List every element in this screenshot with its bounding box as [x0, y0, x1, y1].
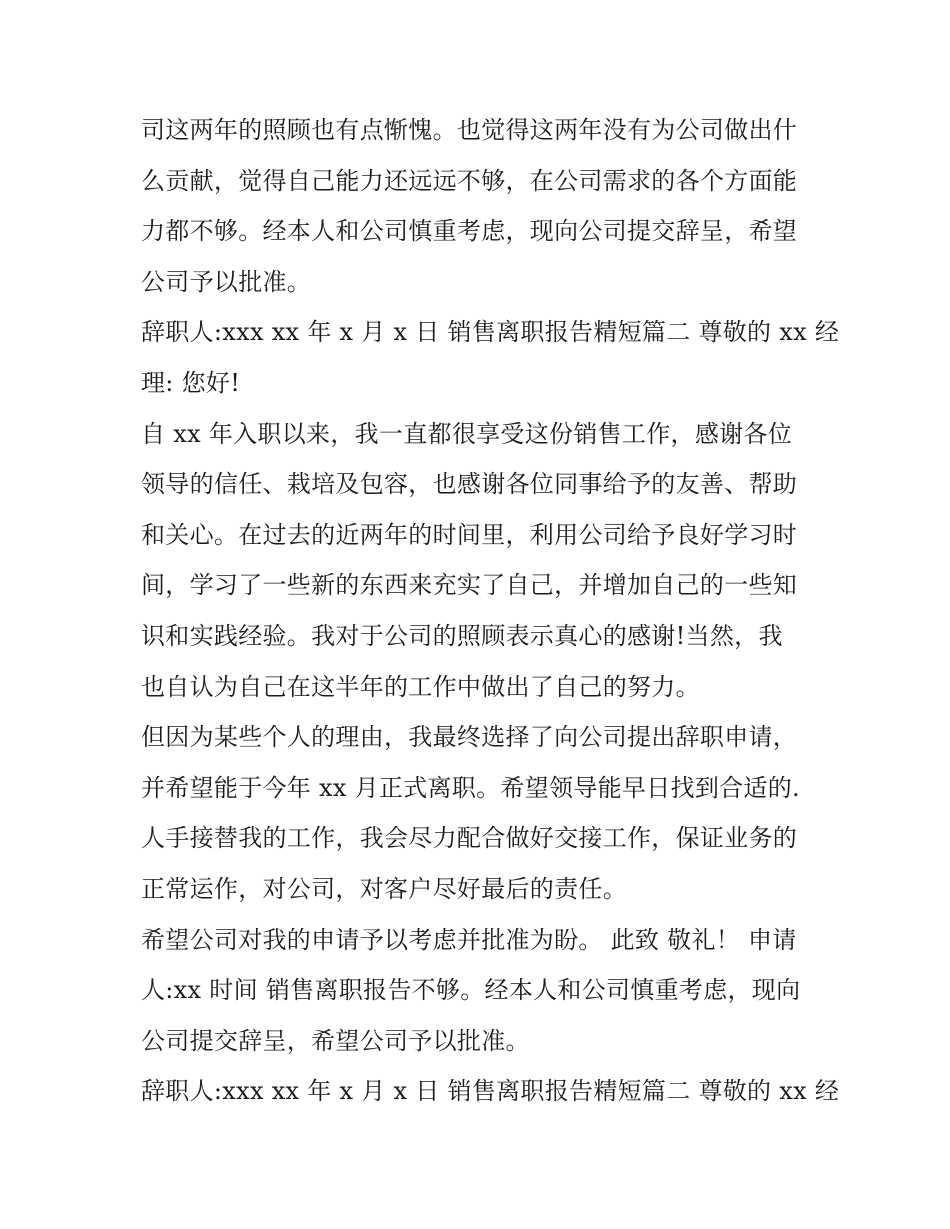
text-line: 人:xx 时间 销售离职报告不够。经本人和公司慎重考虑，现向	[141, 976, 801, 1005]
text-line: 也自认为自己在这半年的工作中做出了自己的努力。	[141, 672, 700, 701]
text-line: 辞职人:xxx xx 年 x 月 x 日 销售离职报告精短篇二 尊敬的 xx 经	[141, 1077, 840, 1106]
text-line: 么贡献，觉得自己能力还远远不够，在公司需求的各个方面能	[141, 166, 798, 195]
text-line: 并希望能于今年 xx 月正式离职。希望领导能早日找到合适的.	[141, 773, 800, 802]
text-line: 但因为某些个人的理由，我最终选择了向公司提出辞职申请，	[141, 723, 798, 752]
text-line: 公司予以批准。	[141, 267, 312, 296]
text-line: 识和实践经验。我对于公司的照顾表示真心的感谢!当然，我	[141, 621, 783, 650]
text-line: 领导的信任、栽培及包容，也感谢各位同事给予的友善、帮助	[141, 470, 798, 499]
text-line: 和关心。在过去的近两年的时间里，利用公司给予良好学习时	[141, 520, 798, 549]
text-line: 正常运作，对公司，对客户尽好最后的责任。	[141, 874, 627, 903]
text-line: 司这两年的照顾也有点惭愧。也觉得这两年没有为公司做出什	[141, 116, 798, 144]
text-line: 希望公司对我的申请予以考虑并批准为盼。 此致 敬礼！ 申请	[141, 925, 797, 954]
text-line: 自 xx 年入职以来，我一直都很享受这份销售工作，感谢各位	[141, 419, 793, 448]
text-line: 力都不够。经本人和公司慎重考虑，现向公司提交辞呈，希望	[141, 217, 798, 246]
text-line: 理: 您好!	[141, 368, 241, 397]
text-line: 公司提交辞呈，希望公司予以批准。	[141, 1026, 530, 1055]
text-line: 人手接替我的工作，我会尽力配合做好交接工作，保证业务的	[141, 824, 798, 853]
document-body	[141, 105, 840, 1117]
text-line: 辞职人:xxx xx 年 x 月 x 日 销售离职报告精短篇二 尊敬的 xx 经	[141, 318, 840, 347]
text-line: 间，学习了一些新的东西来充实了自己，并增加自己的一些知	[141, 571, 798, 600]
